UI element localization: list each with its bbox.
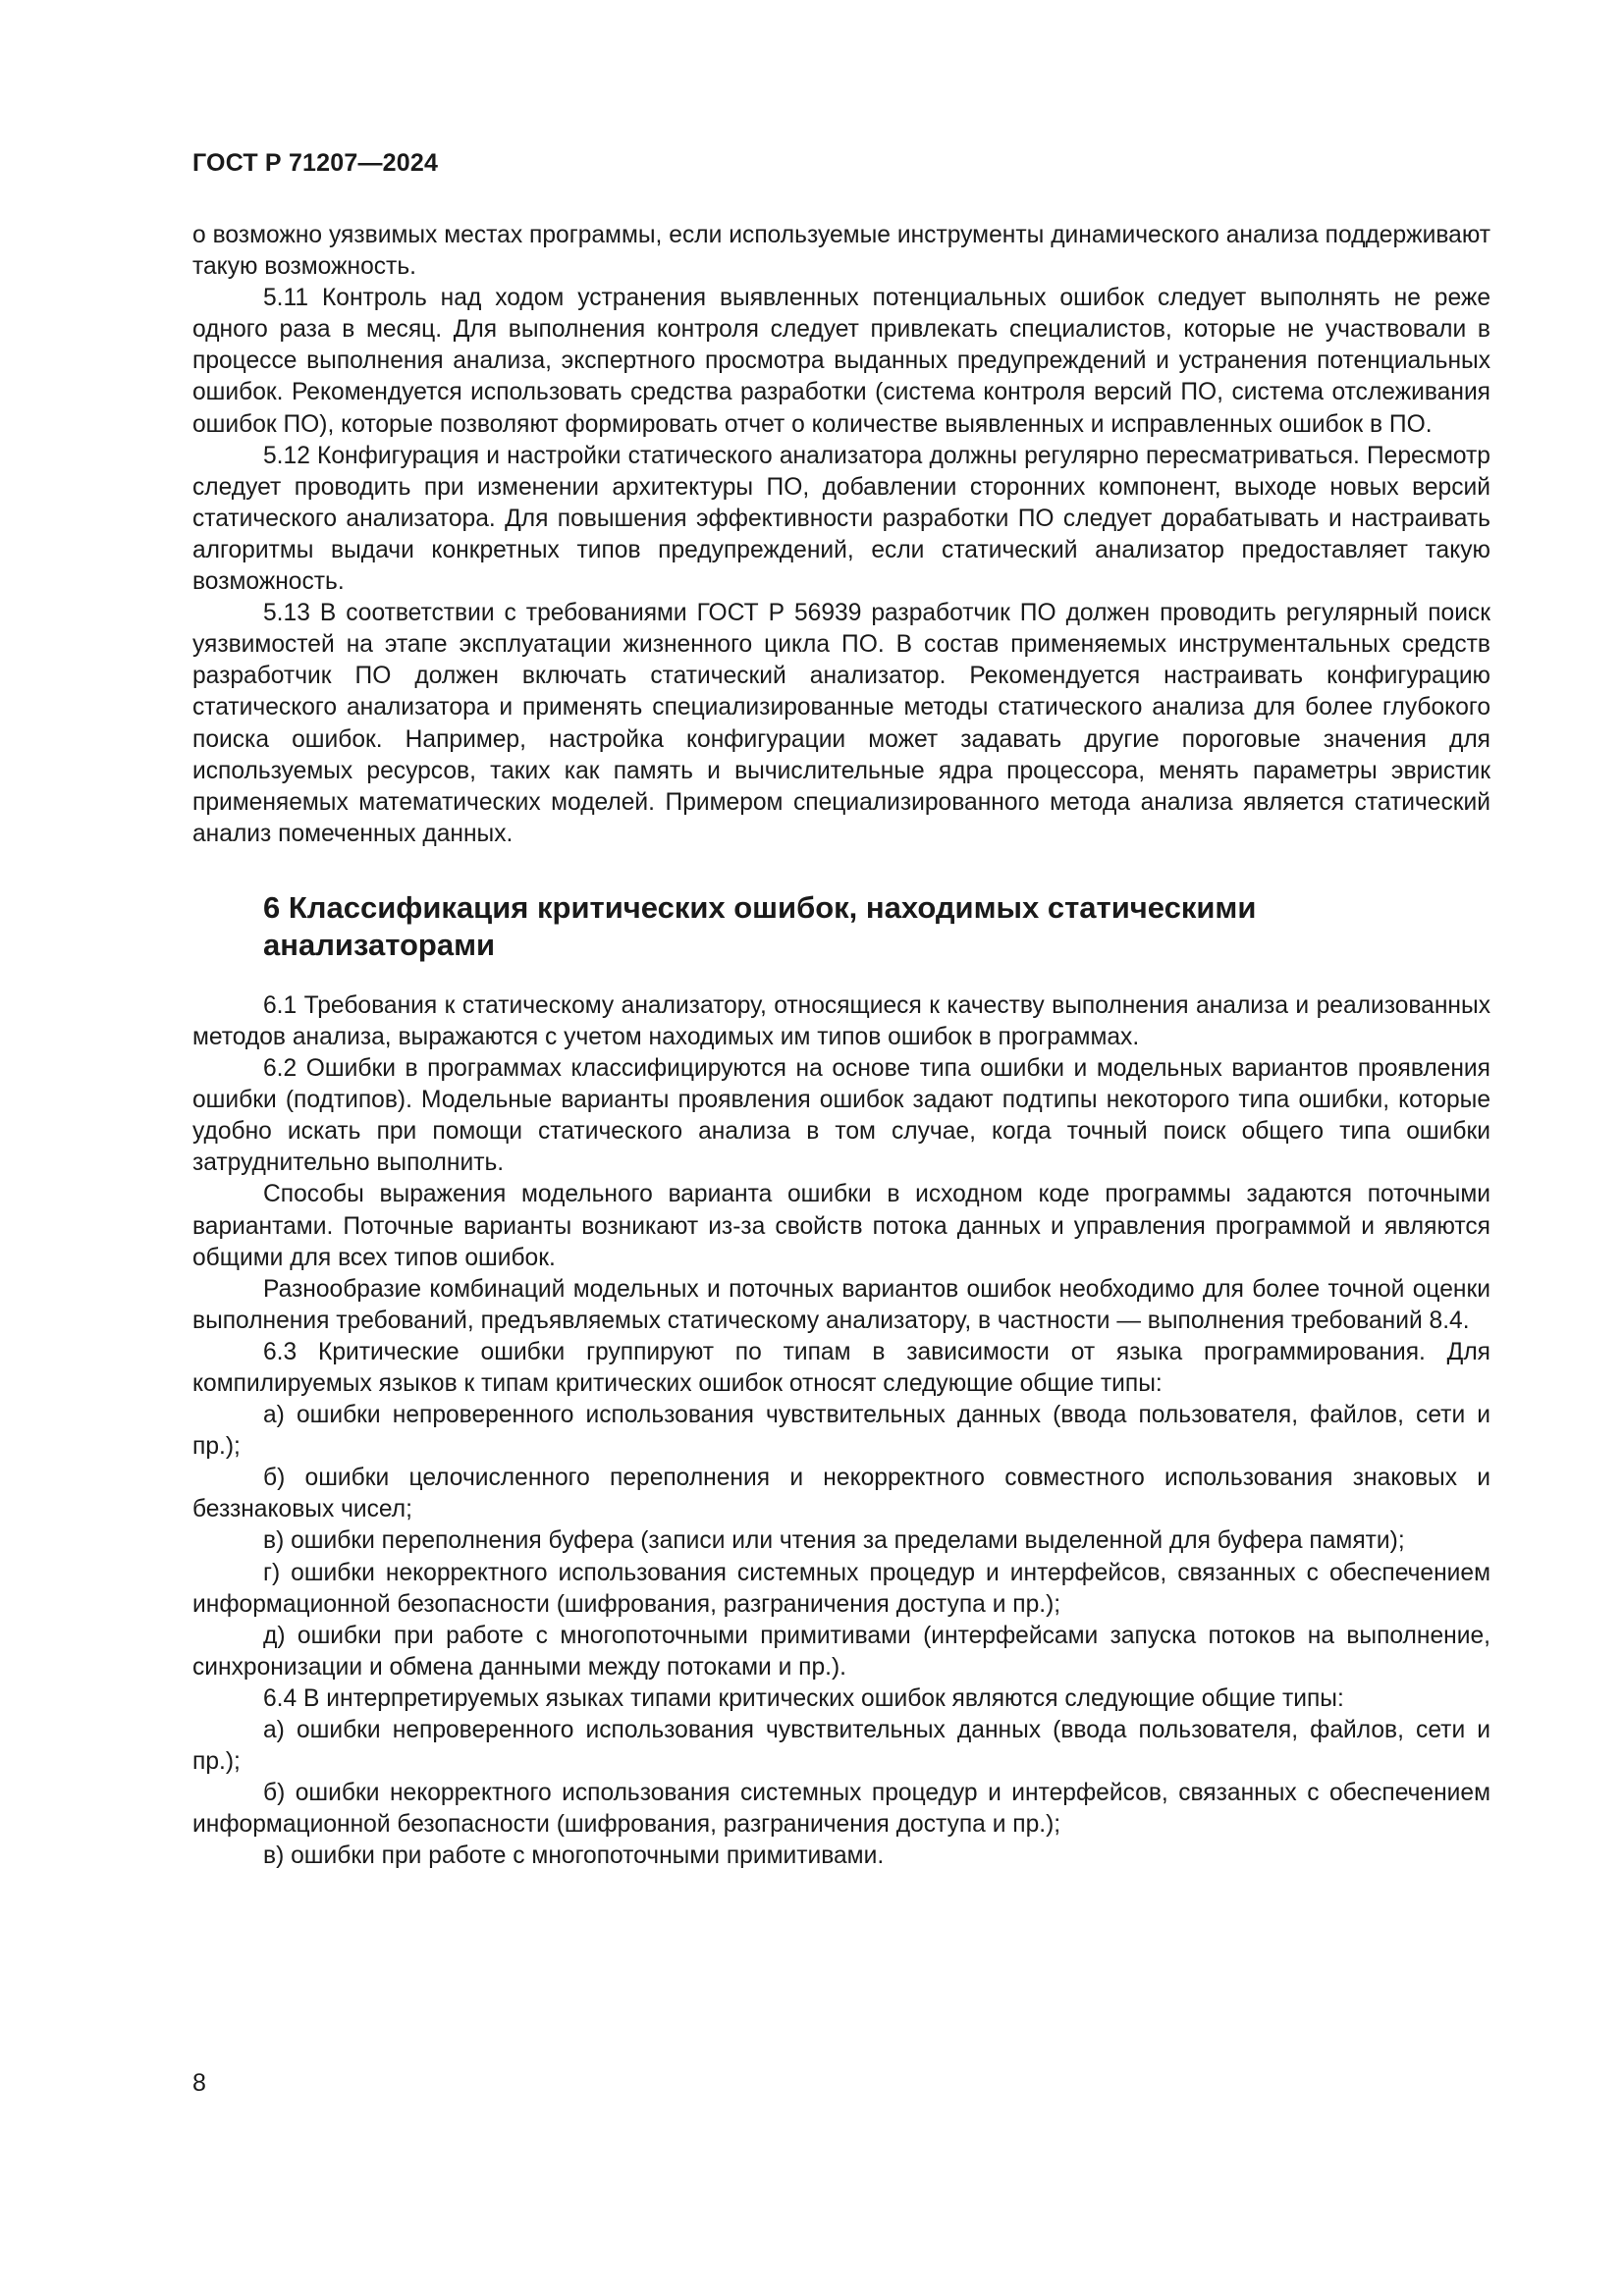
list-item-6-3-d: д) ошибки при работе с многопоточными примитивами (интерфейсами запуска потоков на выполнение, синхронизации и обмена данными между потоками и пр.). xyxy=(192,1622,1490,1681)
paragraph-6-2: 6.2 Ошибки в программах классифицируются на основе типа ошибки и модельных вариантов проявления ошибки (подтипов). Модельные варианты проявления ошибок задают подтипы некоторого типа ошибки, которые удобно искать при помощи статического анализа в том случае, когда точный поиск общего типа ошибки затруднительно выполнить. xyxy=(192,1055,1490,1177)
list-item-6-4-b: б) ошибки некорректного использования системных процедур и интерфейсов, связанных с обеспечением информационной безопасности (шифрования, разграничения доступа и пр.); xyxy=(192,1780,1490,1839)
list-item-6-3-g: г) ошибки некорректного использования системных процедур и интерфейсов, связанных с обеспечением информационной безопасности (шифрования, разграничения доступа и пр.); xyxy=(192,1559,1490,1618)
list-item-6-3-v: в) ошибки переполнения буфера (записи или чтения за пределами выделенной для буфера памяти); xyxy=(263,1527,1405,1555)
paragraph-5-12: 5.12 Конфигурация и настройки статического анализатора должны регулярно пересматриваться. Пересмотр следует проводить при изменении архитектуры ПО, добавлении сторонних компонент, выходе новых версий статического анализатора. Для повышения эффективности разработки ПО следует дорабатывать и настраивать алгоритмы выдачи конкретных типов предупреждений, если статический анализатор предоставляет такую возможность. xyxy=(192,442,1490,596)
list-item-6-3-b: б) ошибки целочисленного переполнения и некорректного совместного использования знаковых и беззнаковых чисел; xyxy=(192,1465,1490,1523)
list-item-6-3-a: а) ошибки непроверенного использования чувствительных данных (ввода пользователя, файлов, сети и пр.); xyxy=(192,1402,1490,1461)
page-number: 8 xyxy=(192,2069,206,2097)
section-6-heading: 6 Классификация критических ошибок, находимых статическими анализаторами xyxy=(263,889,1257,962)
paragraph-5-13: 5.13 В соответствии с требованиями ГОСТ Р 56939 разработчик ПО должен проводить регулярный поиск уязвимостей на этапе эксплуатации жизненного цикла ПО. В состав применяемых инструментальных средств разработчик ПО должен включать статический анализатор. Рекомендуется настраивать конфигурацию статического анализатора и применять специализированные методы статического анализа для более глубокого поиска ошибок. Например, настройка конфигурации может задавать другие пороговые значения для используемых ресурсов, таких как память и вычислительные ядра процессора, менять параметры эвристик применяемых математических моделей. Примером специализированного метода анализа является статический анализ помеченных данных. xyxy=(192,600,1490,847)
paragraph-6-4: 6.4 В интерпретируемых языках типами критических ошибок являются следующие общие типы: xyxy=(263,1684,1344,1712)
paragraph-6-1: 6.1 Требования к статическому анализатору, относящиеся к качеству выполнения анализа и реализованных методов анализа, выражаются с учетом находимых им типов ошибок в программах. xyxy=(192,991,1490,1050)
paragraph-flow-variants: Способы выражения модельного варианта ошибки в исходном коде программы задаются поточными вариантами. Поточные варианты возникают из-за свойств потока данных и управления программой и являются общими для всех типов ошибок. xyxy=(192,1181,1490,1271)
paragraph-combinations: Разнообразие комбинаций модельных и поточных вариантов ошибок необходимо для более точной оценки выполнения требований, предъявляемых статическому анализатору, в частности — выполнения требований 8.4. xyxy=(192,1275,1490,1334)
paragraph-continuation: о возможно уязвимых местах программы, если используемые инструменты динамического анализа поддерживают такую возможность. xyxy=(192,222,1490,281)
document-header: ГОСТ Р 71207—2024 xyxy=(192,149,439,177)
document-body xyxy=(192,220,1490,1873)
paragraph-5-11: 5.11 Контроль над ходом устранения выявленных потенциальных ошибок следует выполнять не реже одного раза в месяц. Для выполнения контроля следует привлекать специалистов, которые не участвовали в процессе выполнения анализа, экспертного просмотра выданных предупреждений и устранения потенциальных ошибок. Рекомендуется использовать средства разработки (система контроля версий ПО, система отслеживания ошибок ПО), которые позволяют формировать отчет о количестве выявленных и исправленных ошибок в ПО. xyxy=(192,285,1490,438)
list-item-6-4-a: а) ошибки непроверенного использования чувствительных данных (ввода пользователя, файлов, сети и пр.); xyxy=(192,1717,1490,1776)
list-item-6-4-v: в) ошибки при работе с многопоточными примитивами. xyxy=(263,1842,885,1870)
paragraph-6-3: 6.3 Критические ошибки группируют по типам в зависимости от языка программирования. Для компилируемых языков к типам критических ошибок относят следующие общие типы: xyxy=(192,1338,1490,1397)
